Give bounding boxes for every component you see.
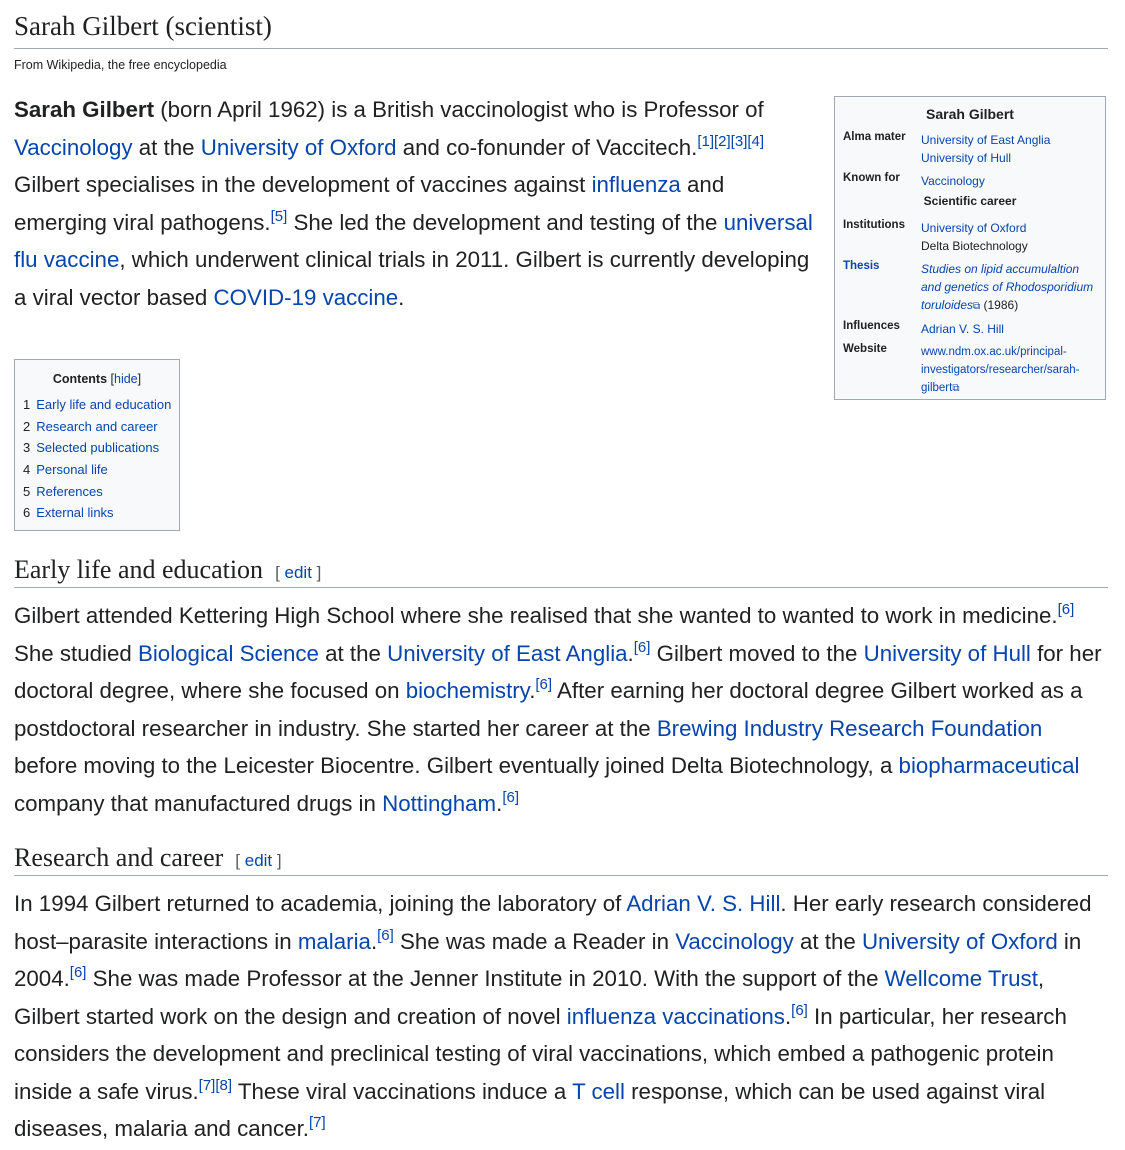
text: In particular, her research considers the development and preclinical testing of viral vaccinations, which embed a pathogenic protein inside a safe virus. (14, 1003, 1067, 1104)
link-adrian-hill[interactable]: Adrian V. S. Hill (921, 322, 1004, 336)
toc-link[interactable]: External links (36, 505, 114, 521)
edit-link[interactable]: edit (284, 563, 312, 582)
toc-link[interactable]: Personal life (36, 462, 108, 478)
link-university-of-oxford[interactable]: University of Oxford (861, 928, 1058, 954)
citation[interactable]: [7] (308, 1114, 326, 1131)
infobox-value (921, 131, 1099, 167)
table-of-contents (14, 359, 180, 531)
toc-item-publications[interactable] (23, 438, 171, 460)
citation[interactable]: [5] (270, 207, 288, 225)
text: . Her early research considered host–parasite interactions in (14, 891, 1092, 954)
toc-link[interactable]: Early life and education (36, 397, 172, 412)
link-vaccinology[interactable]: Vaccinology (675, 928, 794, 954)
lead-paragraph (14, 91, 814, 316)
infobox-label: Institutions (843, 219, 905, 231)
text: . (398, 284, 405, 310)
text: , Gilbert started work on the design and creation of novel (14, 966, 1045, 1029)
institution-text: Delta Biotechnology (921, 239, 1028, 253)
infobox-value (921, 343, 1099, 398)
text: and emerging viral pathogens. (14, 172, 725, 235)
toc-item-early-life[interactable] (23, 395, 171, 417)
text: in 2004. (14, 928, 1082, 991)
thesis-title: Studies on lipid accumulaltion and genetics of Rhodosporidium toruloides (921, 262, 1094, 312)
toc-item-external-links[interactable] (23, 503, 171, 525)
bracket: ] (272, 851, 282, 870)
toc-number: 4 (23, 462, 31, 478)
early-life-paragraph (14, 597, 1108, 822)
toc-item-research[interactable] (23, 417, 171, 439)
thesis-year: (1986) (980, 298, 1019, 312)
bracket: ] (311, 563, 322, 582)
link-universal-flu-vaccine[interactable]: universal flu vaccine (14, 209, 813, 272)
citation[interactable]: [6] (502, 788, 520, 806)
edit-section[interactable] (235, 851, 281, 870)
toc-item-references[interactable] (23, 482, 171, 504)
link-university-of-oxford[interactable]: University of Oxford (200, 134, 397, 160)
text: She was made Professor at the Jenner Institute in 2010. With the support of the (86, 966, 885, 991)
text: . (496, 790, 503, 816)
citation[interactable]: [6] (69, 964, 87, 981)
citation[interactable]: [6] (633, 638, 651, 656)
link-website[interactable] (921, 346, 1080, 394)
text: . (370, 928, 378, 954)
text: Gilbert moved to the (650, 640, 864, 666)
bracket: ] (137, 372, 142, 386)
text: at the (132, 134, 201, 160)
toc-number: 3 (23, 440, 31, 456)
infobox-value (921, 260, 1099, 316)
website-url: www.ndm.ox.ac.uk/principal-investigators/researcher/sarah-gilbert (921, 346, 1080, 394)
section-heading-early-life (14, 553, 1108, 588)
infobox-value (921, 172, 1099, 190)
subject-name: Sarah Gilbert (14, 97, 155, 122)
page-title: Sarah Gilbert (scientist) (14, 11, 272, 41)
text: . (529, 678, 536, 703)
text: She led the development and testing of the (287, 209, 724, 235)
text: Gilbert specialises in the development of vaccines against (14, 172, 592, 197)
link-influenza-vaccinations[interactable]: influenza vaccinations (566, 1003, 785, 1029)
text: She studied (14, 640, 138, 666)
citation[interactable]: [6] (791, 1001, 808, 1019)
toc-hide-toggle[interactable] (111, 372, 142, 386)
infobox-label: Website (843, 343, 887, 355)
text: After earning her doctoral degree Gilbert worked as a postdoctoral researcher in industry. She started her career at the (14, 678, 1083, 741)
edit-link[interactable]: edit (244, 851, 273, 870)
citation[interactable]: [7][8] (198, 1076, 233, 1094)
link-university-of-hull[interactable]: University of Hull (921, 151, 1012, 165)
infobox-label: Influences (843, 320, 900, 332)
text: . (784, 1003, 792, 1029)
text: company that manufactured drugs in (14, 790, 383, 816)
citation[interactable]: [1][2][3][4] (697, 132, 765, 150)
toc-number: 1 (23, 397, 31, 412)
link-wellcome-trust[interactable]: Wellcome Trust (884, 966, 1038, 991)
link-biopharmaceutical[interactable]: biopharmaceutical (898, 753, 1080, 778)
link-brewing-industry-research-foundation[interactable]: Brewing Industry Research Foundation (656, 715, 1043, 741)
toc-number: 6 (23, 505, 31, 521)
infobox-label: Known for (843, 172, 900, 184)
toc-list (23, 395, 171, 525)
link-vaccinology[interactable]: Vaccinology (921, 174, 985, 188)
link-university-of-east-anglia[interactable]: University of East Anglia (387, 640, 628, 666)
link-t-cell[interactable]: T cell (572, 1078, 625, 1104)
link-biological-science[interactable]: Biological Science (137, 640, 319, 666)
link-biochemistry[interactable]: biochemistry (405, 678, 530, 703)
text: for her doctoral degree, where she focused on (14, 640, 1102, 703)
external-link-icon: ⧉ (973, 301, 981, 312)
text: Gilbert attended Kettering High School where she realised that she wanted to wanted to work in medicine. (14, 603, 1058, 628)
bracket: [ (275, 563, 285, 582)
bracket: [ (235, 851, 245, 870)
infobox-value (921, 219, 1099, 255)
link-influenza[interactable]: influenza (591, 172, 681, 197)
research-paragraph (14, 885, 1108, 1148)
text: In 1994 Gilbert returned to academia, joining the laboratory of (14, 891, 627, 916)
bracket: [ (110, 372, 114, 386)
infobox-value (921, 320, 1099, 338)
toc-hide-link[interactable]: hide (114, 372, 138, 386)
link-university-of-east-anglia[interactable]: University of East Anglia (921, 133, 1051, 147)
text: at the (793, 928, 862, 954)
toc-link[interactable]: Selected publications (36, 440, 160, 456)
text: She was made a Reader in (393, 928, 676, 954)
toc-number: 5 (23, 483, 31, 499)
title-bar (14, 6, 1108, 49)
link-malaria[interactable]: malaria (297, 928, 371, 954)
link-vaccinology[interactable]: Vaccinology (14, 134, 133, 160)
toc-header (15, 372, 179, 386)
citation[interactable]: [6] (535, 676, 553, 693)
text: response, which can be used against viral diseases, malaria and cancer. (14, 1078, 1046, 1141)
link-nottingham[interactable]: Nottingham (382, 790, 497, 816)
toc-link[interactable]: Research and career (36, 418, 158, 434)
link-university-of-oxford[interactable]: University of Oxford (921, 221, 1027, 235)
external-link-icon: ⧉ (952, 383, 960, 394)
link-university-of-hull[interactable]: University of Hull (863, 640, 1031, 666)
text: and co-fonunder of Vaccitech. (396, 134, 698, 160)
section-heading-research (14, 841, 1108, 876)
text: , which underwent clinical trials in 2011. Gilbert is currently developing a viral vector based (14, 247, 810, 310)
infobox-label: Alma mater (843, 131, 906, 143)
infobox-title: Sarah Gilbert (926, 106, 1014, 122)
tagline: From Wikipedia, the free encyclopedia (14, 58, 227, 72)
infobox-subheader: Scientific career (923, 194, 1017, 208)
text: These viral vaccinations induce a (232, 1078, 573, 1104)
toc-title: Contents (52, 372, 108, 386)
section-title: Early life and education (14, 555, 264, 584)
text: . (627, 640, 634, 666)
edit-section[interactable] (275, 563, 321, 582)
citation[interactable]: [6] (377, 926, 394, 944)
toc-link[interactable]: References (36, 483, 103, 499)
text: (born April 1962) is a British vaccinologist who is Professor of (154, 97, 764, 122)
section-title: Research and career (14, 843, 224, 872)
infobox (834, 96, 1106, 400)
text: before moving to the Leicester Biocentre. Gilbert eventually joined Delta Biotechnology, a (14, 753, 899, 778)
link-covid-19-vaccine[interactable]: COVID-19 vaccine (213, 284, 399, 310)
citation[interactable]: [6] (1057, 601, 1075, 618)
infobox-label-link[interactable]: Thesis (843, 260, 880, 272)
toc-number: 2 (23, 418, 31, 434)
text: at the (318, 640, 388, 666)
link-adrian-hill[interactable]: Adrian V. S. Hill (626, 891, 781, 916)
toc-item-personal-life[interactable] (23, 460, 171, 482)
